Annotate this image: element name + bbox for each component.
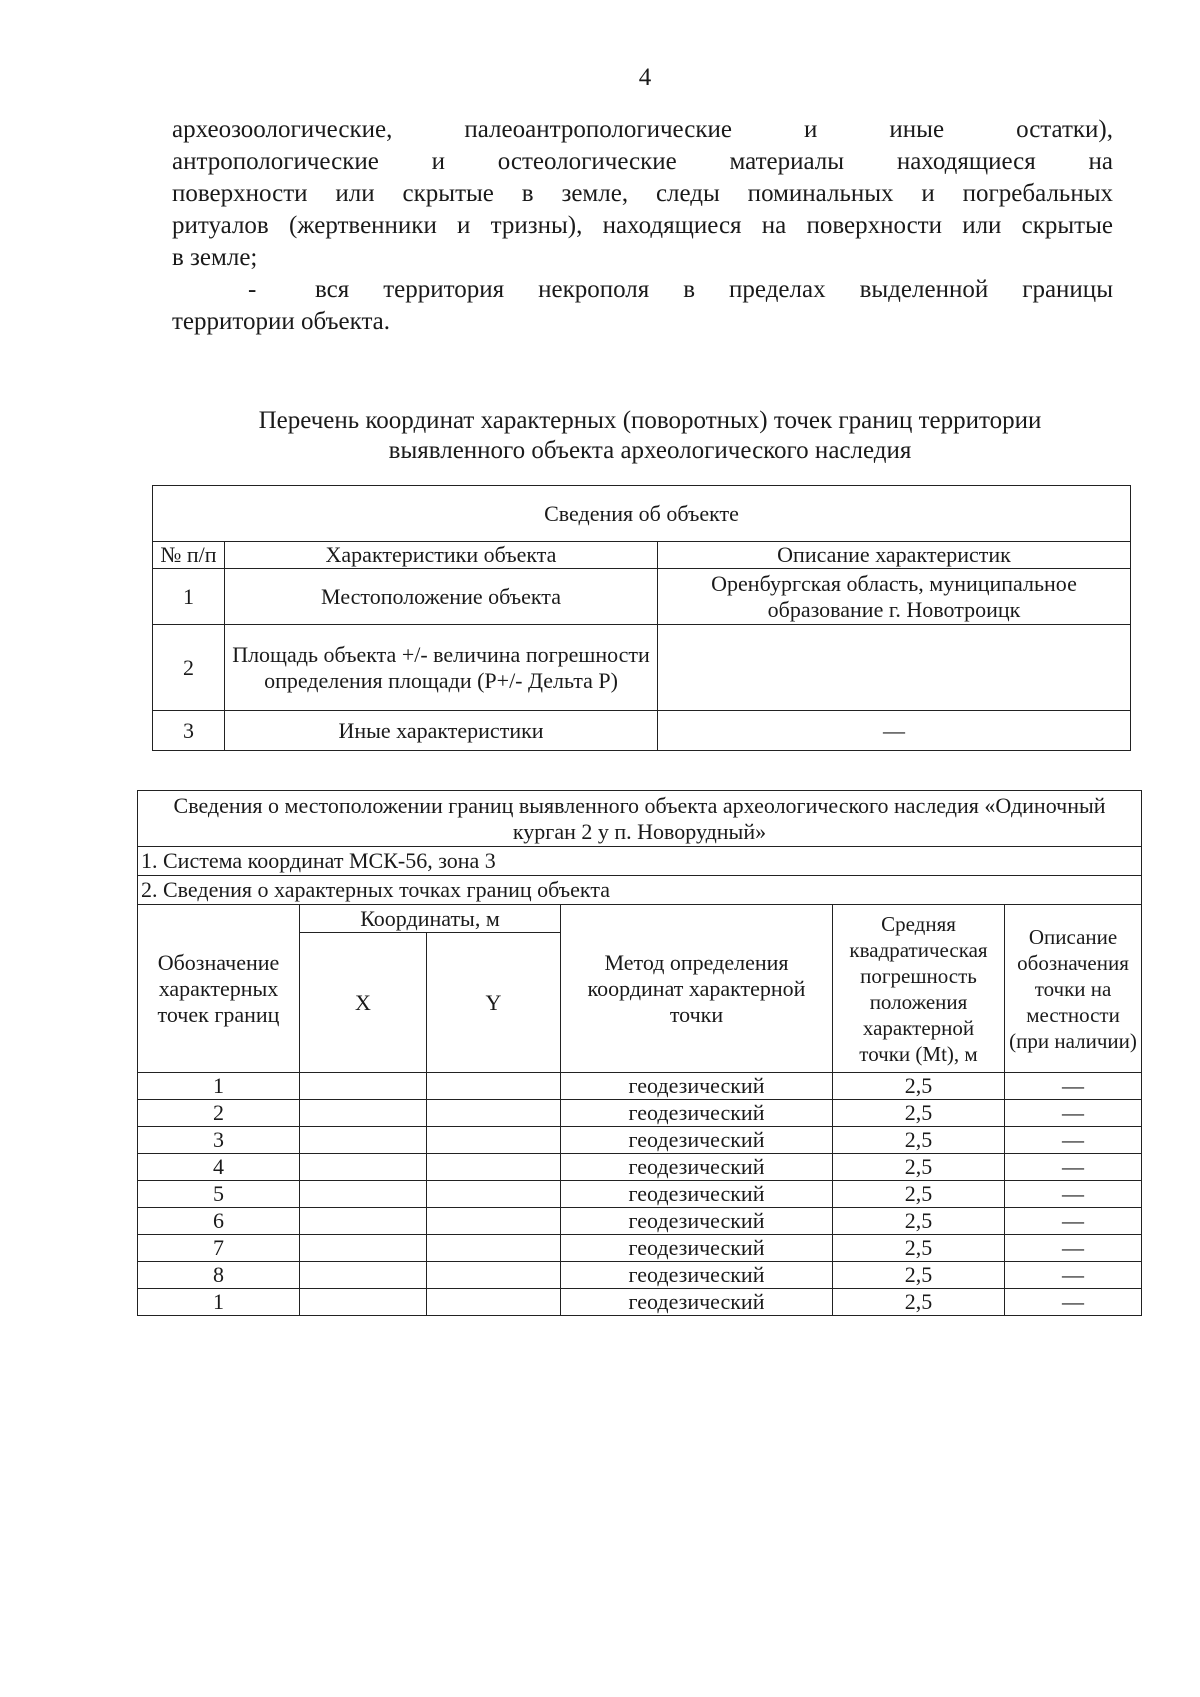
description-value: — [1005,1262,1142,1289]
x-coordinate [300,1208,427,1235]
list-dash: - [248,276,257,303]
header-method: Метод определения координат характерной точки [561,905,833,1073]
point-label: 7 [138,1235,300,1262]
error-value: 2,5 [833,1073,1005,1100]
header-characteristics: Характеристики объекта [225,542,658,569]
table-row [138,1235,1142,1262]
x-coordinate [300,1262,427,1289]
x-coordinate [300,1154,427,1181]
row-number: 3 [153,711,225,751]
error-value: 2,5 [833,1208,1005,1235]
table-row [138,1262,1142,1289]
y-coordinate [427,1289,561,1316]
description-value: — [1005,1127,1142,1154]
x-coordinate [300,1073,427,1100]
error-value: 2,5 [833,1262,1005,1289]
error-value: 2,5 [833,1127,1005,1154]
table-row [138,1289,1142,1316]
point-label: 2 [138,1100,300,1127]
table-row [138,1154,1142,1181]
row-number: 2 [153,625,225,711]
description-value: — [1005,1073,1142,1100]
method-value: геодезический [561,1262,833,1289]
header-point-description: Описание обозначения точки на местности (при наличии) [1005,905,1142,1073]
method-value: геодезический [561,1208,833,1235]
row-characteristic: Местоположение объекта [225,569,658,625]
header-x: X [300,933,427,1073]
table-row [138,1073,1142,1100]
error-value: 2,5 [833,1235,1005,1262]
paragraph-line: ритуалов (жертвенники и тризны), находящиеся на поверхности или скрытые [172,212,1113,239]
y-coordinate [427,1181,561,1208]
point-label: 6 [138,1208,300,1235]
method-value: геодезический [561,1181,833,1208]
object-table-title: Сведения об объекте [153,486,1131,542]
point-label: 1 [138,1289,300,1316]
header-description: Описание характеристик [658,542,1131,569]
point-label: 4 [138,1154,300,1181]
y-coordinate [427,1235,561,1262]
method-value: геодезический [561,1289,833,1316]
method-value: геодезический [561,1127,833,1154]
table-row [138,1181,1142,1208]
boundary-table-title: Сведения о местоположении границ выявленного объекта археологического наследия «Одиночный курган 2 у п. Новорудный» [138,791,1142,847]
table-row [138,1100,1142,1127]
heading-line: Перечень координат характерных (поворотных) точек границ территории [258,407,1042,434]
y-coordinate [427,1100,561,1127]
boundary-points-table [137,790,1142,1316]
row-characteristic: Площадь объекта +/- величина погрешности определения площади (Р+/- Дельта Р) [225,625,658,711]
table-row [138,1127,1142,1154]
header-coordinates: Координаты, м [300,905,561,933]
row-description [658,625,1131,711]
point-label: 5 [138,1181,300,1208]
y-coordinate [427,1127,561,1154]
row-number: 1 [153,569,225,625]
x-coordinate [300,1100,427,1127]
header-mean-error: Средняя квадратическая погрешность положения характерной точки (Mt), м [833,905,1005,1073]
error-value: 2,5 [833,1154,1005,1181]
dash-list-item [172,274,1113,338]
point-rows [138,1073,1142,1316]
paragraph-line: археозоологические, палеоантропологические и иные остатки), [172,116,1113,143]
header-number: № п/п [153,542,225,569]
x-coordinate [300,1181,427,1208]
row-description: Оренбургская область, муниципальное образование г. Новотроицк [658,569,1131,625]
x-coordinate [300,1235,427,1262]
row-characteristic: Иные характеристики [225,711,658,751]
method-value: геодезический [561,1073,833,1100]
heading-line: выявленного объекта археологического наследия [388,437,912,464]
object-info-table [152,485,1131,751]
description-value: — [1005,1208,1142,1235]
description-value: — [1005,1235,1142,1262]
body-paragraph [172,114,1113,274]
list-item-line: вся территория некрополя в пределах выделенной границы [315,276,1113,303]
x-coordinate [300,1289,427,1316]
method-value: геодезический [561,1154,833,1181]
y-coordinate [427,1073,561,1100]
description-value: — [1005,1181,1142,1208]
error-value: 2,5 [833,1100,1005,1127]
section-heading [120,406,1180,466]
header-designation: Обозначение характерных точек границ [138,905,300,1073]
description-value: — [1005,1289,1142,1316]
paragraph-line: в земле; [172,244,258,271]
points-section-title: 2. Сведения о характерных точках границ объекта [138,876,1142,905]
description-value: — [1005,1100,1142,1127]
header-y: Y [427,933,561,1073]
point-label: 8 [138,1262,300,1289]
method-value: геодезический [561,1100,833,1127]
page-number: 4 [638,64,652,91]
paragraph-line: поверхности или скрытые в земле, следы поминальных и погребальных [172,180,1113,207]
y-coordinate [427,1154,561,1181]
table-row [138,1208,1142,1235]
coordinate-system: 1. Система координат МСК-56, зона 3 [138,847,1142,876]
error-value: 2,5 [833,1181,1005,1208]
paragraph-line: антропологические и остеологические материалы находящиеся на [172,148,1113,175]
y-coordinate [427,1208,561,1235]
row-description: — [658,711,1131,751]
description-value: — [1005,1154,1142,1181]
point-label: 3 [138,1127,300,1154]
y-coordinate [427,1262,561,1289]
list-item-line: территории объекта. [172,308,391,335]
point-label: 1 [138,1073,300,1100]
error-value: 2,5 [833,1289,1005,1316]
method-value: геодезический [561,1235,833,1262]
x-coordinate [300,1127,427,1154]
